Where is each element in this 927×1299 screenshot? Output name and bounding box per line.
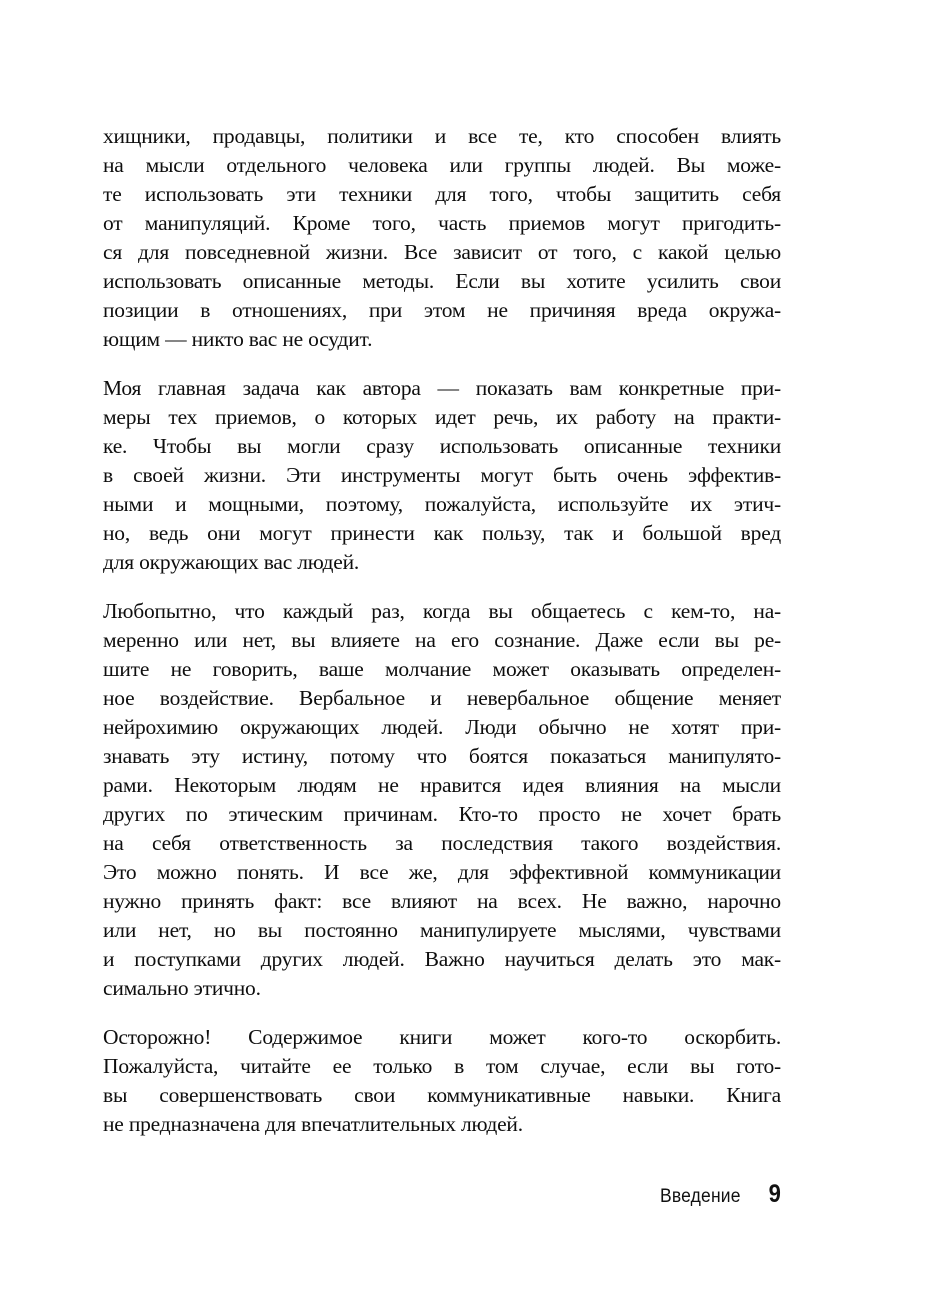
text-line: шите не говорить, ваше молчание может оказывать определен-	[103, 657, 781, 681]
page-footer	[103, 1180, 781, 1209]
text-line: меренно или нет, вы влияете на его сознание. Даже если вы ре-	[103, 628, 781, 652]
text-line: нейрохимию окружающих людей. Люди обычно не хотят при-	[103, 715, 781, 739]
paragraph	[103, 597, 781, 1003]
text-line: но, ведь они могут принести как пользу, так и большой вред	[103, 521, 781, 545]
footer-section-label: Введение	[660, 1186, 742, 1207]
text-line: использовать описанные методы. Если вы хотите усилить свои	[103, 269, 781, 293]
text-line: не предназначена для впечатлительных людей.	[103, 1112, 523, 1136]
text-line: для окружающих вас людей.	[103, 550, 360, 574]
body-text	[103, 122, 781, 1139]
text-line: на себя ответственность за последствия такого воздействия.	[103, 831, 781, 855]
text-line: вы совершенствовать свои коммуникативные навыки. Книга	[103, 1083, 781, 1107]
paragraph	[103, 122, 781, 354]
text-line: ными и мощными, поэтому, пожалуйста, используйте их этич-	[103, 492, 781, 516]
text-line: Это можно понять. И все же, для эффективной коммуникации	[103, 860, 781, 884]
text-line: те использовать эти техники для того, чтобы защитить себя	[103, 182, 781, 206]
text-line: и поступками других людей. Важно научиться делать это мак-	[103, 947, 781, 971]
text-line: хищники, продавцы, политики и все те, кто способен влиять	[103, 124, 781, 148]
paragraph	[103, 374, 781, 577]
text-line: от манипуляций. Кроме того, часть приемов могут пригодить-	[103, 211, 781, 235]
text-line: ся для повседневной жизни. Все зависит от того, с какой целью	[103, 240, 781, 264]
text-line: Пожалуйста, читайте ее только в том случае, если вы гото-	[103, 1054, 781, 1078]
text-line: знавать эту истину, потому что боятся показаться манипулято-	[103, 744, 781, 768]
text-line: Моя главная задача как автора — показать вам конкретные при-	[103, 376, 781, 400]
text-line: позиции в отношениях, при этом не причиняя вреда окружа-	[103, 298, 781, 322]
text-line: на мысли отдельного человека или группы людей. Вы може-	[103, 153, 781, 177]
text-line: рами. Некоторым людям не нравится идея влияния на мысли	[103, 773, 781, 797]
text-line: ке. Чтобы вы могли сразу использовать описанные техники	[103, 434, 781, 458]
text-line: Осторожно! Содержимое книги может кого-то оскорбить.	[103, 1025, 781, 1049]
text-line: или нет, но вы постоянно манипулируете мыслями, чувствами	[103, 918, 781, 942]
text-line: других по этическим причинам. Кто-то просто не хочет брать	[103, 802, 781, 826]
text-line: нужно принять факт: все влияют на всех. Не важно, нарочно	[103, 889, 781, 913]
paragraph	[103, 1023, 781, 1139]
footer-page-number: 9	[768, 1180, 781, 1208]
text-line: ющим — никто вас не осудит.	[103, 327, 373, 351]
text-line: ное воздействие. Вербальное и невербальное общение меняет	[103, 686, 781, 710]
text-line: меры тех приемов, о которых идет речь, их работу на практи-	[103, 405, 781, 429]
text-line: в своей жизни. Эти инструменты могут быть очень эффектив-	[103, 463, 781, 487]
text-line: симально этично.	[103, 976, 261, 1000]
text-line: Любопытно, что каждый раз, когда вы общаетесь с кем-то, на-	[103, 599, 781, 623]
